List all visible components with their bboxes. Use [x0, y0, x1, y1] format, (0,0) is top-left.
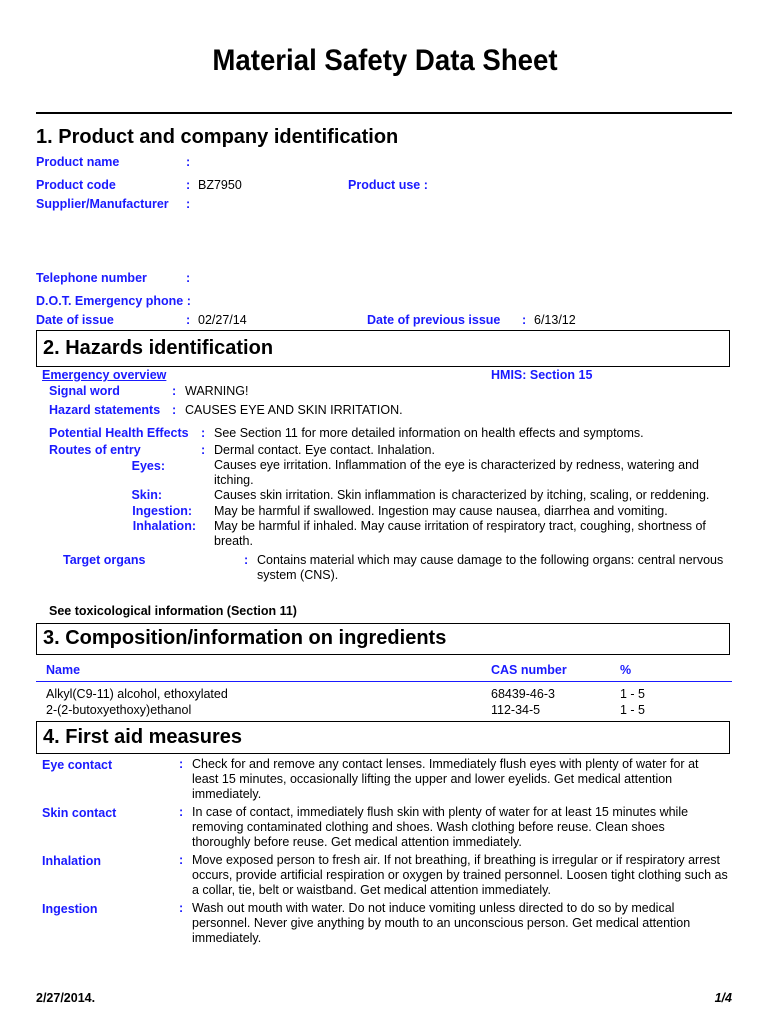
colon: :	[179, 853, 184, 867]
section3-header-box	[36, 623, 730, 655]
document-title: Material Safety Data Sheet	[212, 44, 558, 77]
skin-text: Causes skin irritation. Skin inflammation is characterized by itching, scaling, or reddening.	[214, 488, 710, 502]
inhalation-text: May be harmful if inhaled. May cause irritation of respiratory tract, coughing, shortness of breath.	[214, 519, 706, 548]
title-divider	[36, 112, 732, 114]
table-row-name: Alkyl(C9-11) alcohol, ethoxylated	[46, 687, 228, 701]
potential-health-effects-value: See Section 11 for more detailed information on health effects and symptoms.	[214, 426, 644, 440]
section2-header-box	[36, 330, 730, 367]
ingestion-aid-label: Ingestion	[42, 902, 98, 916]
eye-contact-text: Check for and remove any contact lenses. Immediately flush eyes with plenty of water for at least 15 minutes, occasionally lifting the upper and lower eyelids. Get medical attention immediately.	[192, 757, 699, 801]
toxicological-note: See toxicological information (Section 11)	[49, 604, 297, 618]
colon: :	[172, 384, 177, 398]
colon: :	[201, 426, 206, 440]
date-of-issue-value: 02/27/14	[198, 313, 247, 327]
emergency-overview: Emergency overview	[42, 368, 167, 382]
supplier-label: Supplier/Manufacturer	[36, 197, 169, 211]
signal-word-value: WARNING!	[185, 384, 249, 398]
colon: :	[186, 197, 191, 211]
section2-heading: 2. Hazards identification	[43, 337, 274, 359]
colon: :	[201, 443, 206, 457]
section4-heading: 4. First aid measures	[43, 726, 242, 748]
section1-heading: 1. Product and company identification	[36, 126, 399, 148]
eyes-label: Eyes:	[131, 459, 165, 473]
routes-of-entry-label: Routes of entry	[49, 443, 141, 457]
inhalation-aid-text: Move exposed person to fresh air. If not breathing, if breathing is irregular or if respiratory arrest occurs, provide artificial respiration or oxygen by trained personnel. Loosen tight clothing such as a collar, tie, belt or waistband. Get medical attention immediately.	[192, 853, 728, 897]
table-row-percent: 1 - 5	[620, 687, 646, 701]
colon: :	[186, 155, 191, 169]
colon: :	[172, 403, 177, 417]
table-row-name: 2-(2-butoxyethoxy)ethanol	[46, 703, 192, 717]
skin-contact-label: Skin contact	[42, 806, 117, 820]
column-name: Name	[46, 663, 81, 677]
ingestion-label: Ingestion:	[132, 504, 192, 518]
hmis-reference: HMIS: Section 15	[491, 368, 593, 382]
colon: :	[522, 313, 527, 327]
ingestion-aid-text: Wash out mouth with water. Do not induce vomiting unless directed to do so by medical personnel. Never give anything by mouth to an unconscious person. Get medical attention immediately.	[192, 901, 691, 945]
inhalation-aid-label: Inhalation	[42, 854, 102, 868]
product-code-value: BZ7950	[198, 178, 242, 192]
date-previous-issue-value: 6/13/12	[534, 313, 576, 327]
signal-word-label: Signal word	[49, 384, 120, 398]
inhalation-label: Inhalation:	[132, 519, 196, 533]
table-header-divider	[36, 681, 732, 682]
footer-date: 2/27/2014.	[36, 991, 96, 1005]
colon: :	[244, 553, 249, 567]
hazard-statements-label: Hazard statements	[49, 403, 161, 417]
section4-header-box	[36, 721, 730, 754]
table-row-cas: 112-34-5	[491, 703, 541, 717]
colon: :	[179, 901, 184, 915]
target-organs-label: Target organs	[63, 553, 146, 567]
skin-label: Skin:	[131, 488, 162, 502]
product-use-label: Product use :	[348, 178, 428, 192]
telephone-label: Telephone number	[36, 271, 147, 285]
eye-contact-label: Eye contact	[42, 758, 113, 772]
product-code-label: Product code	[36, 178, 116, 192]
dot-emergency-label: D.O.T. Emergency phone :	[36, 294, 191, 308]
colon: :	[186, 271, 191, 285]
page-number: 1/4	[714, 991, 732, 1005]
table-row-cas: 68439-46-3	[491, 687, 555, 701]
date-previous-issue-label: Date of previous issue	[367, 313, 501, 327]
skin-contact-text: In case of contact, immediately flush skin with plenty of water for at least 15 minutes while removing contaminated clothing and shoes. Wash clothing before reuse. Clean shoes thoroughly before reuse. Get medical attention immediately.	[192, 805, 689, 849]
colon: :	[186, 313, 191, 327]
potential-health-effects-label: Potential Health Effects	[49, 426, 189, 440]
colon: :	[179, 805, 184, 819]
table-row-percent: 1 - 5	[620, 703, 646, 717]
section3-heading: 3. Composition/information on ingredients	[43, 627, 447, 649]
date-of-issue-label: Date of issue	[36, 313, 114, 327]
routes-of-entry-value: Dermal contact. Eye contact. Inhalation.	[214, 443, 435, 457]
target-organs-text: Contains material which may cause damage to the following organs: central nervous system (CNS).	[257, 553, 724, 582]
eyes-text: Causes eye irritation. Inflammation of the eye is characterized by redness, watering and itching.	[214, 458, 699, 487]
colon: :	[179, 757, 184, 771]
product-name-label: Product name	[36, 155, 120, 169]
colon: :	[186, 178, 191, 192]
column-percent: %	[620, 663, 632, 677]
hazard-statements-value: CAUSES EYE AND SKIN IRRITATION.	[185, 403, 403, 417]
ingestion-text: May be harmful if swallowed. Ingestion may cause nausea, diarrhea and vomiting.	[214, 504, 668, 518]
column-cas-number: CAS number	[491, 663, 567, 677]
